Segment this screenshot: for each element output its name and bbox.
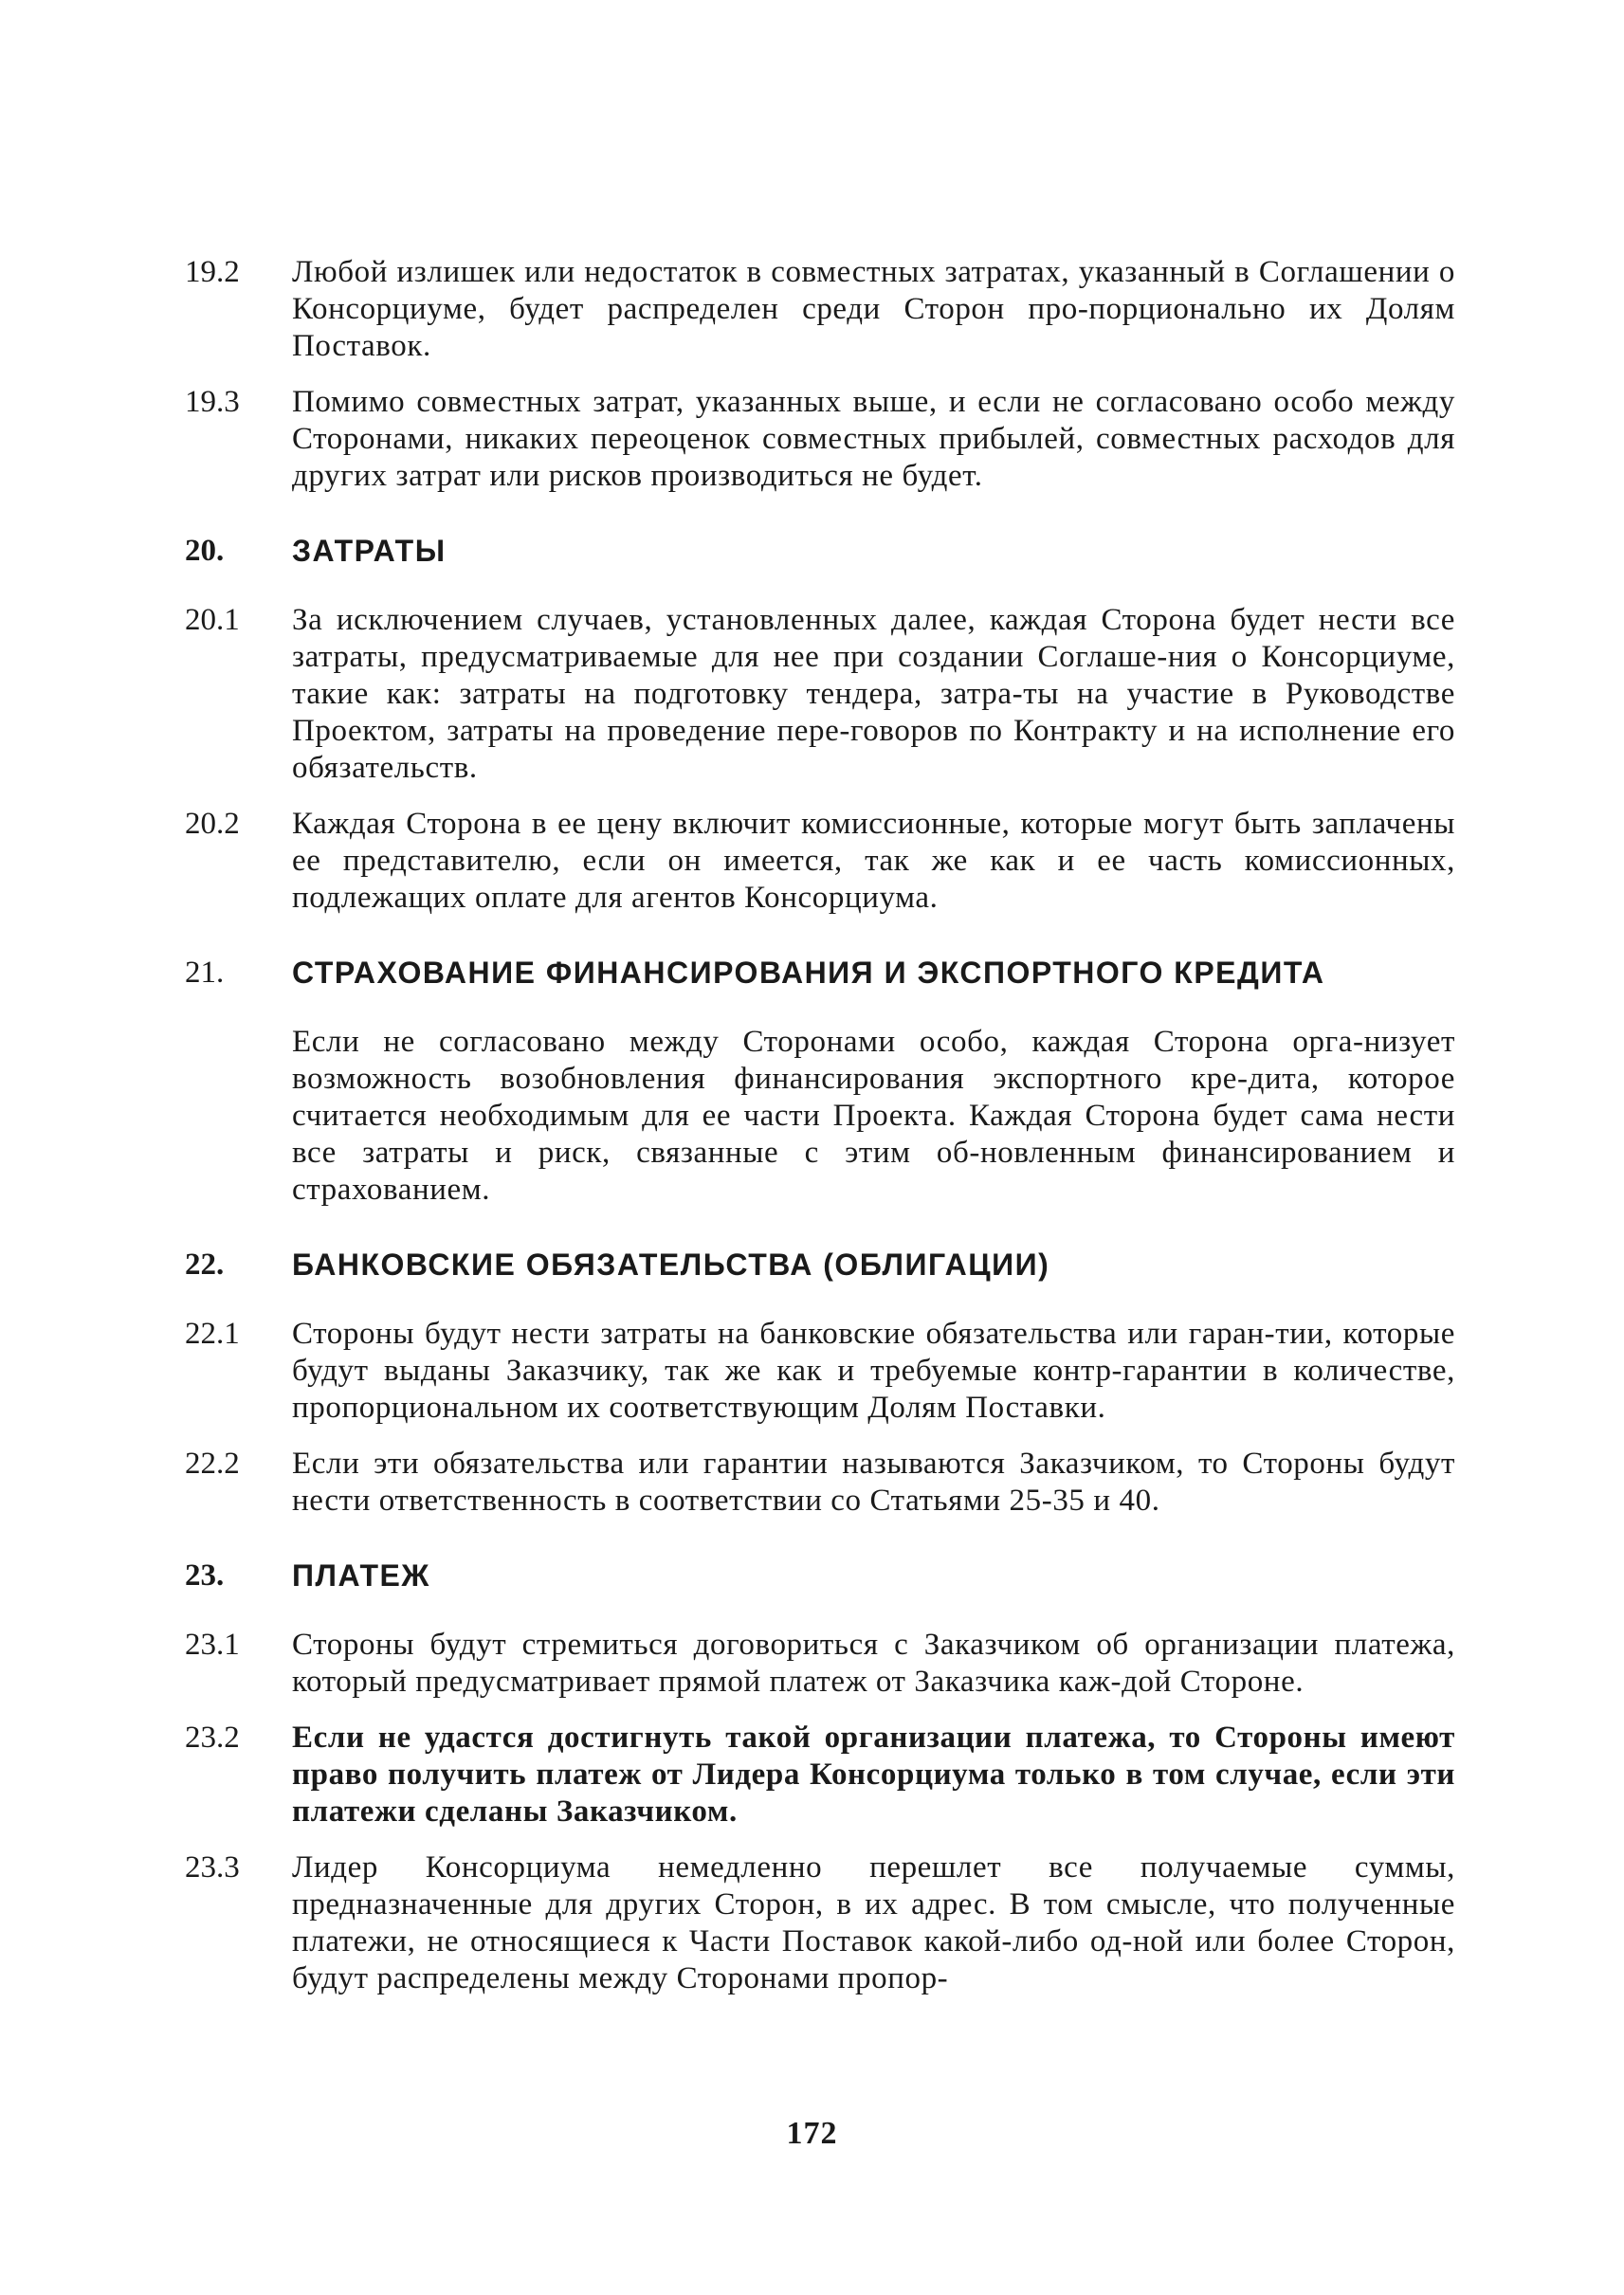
clause-22-1 (185, 1316, 1455, 1427)
section-21-paragraph (185, 1024, 1455, 1209)
clause-text: Каждая Сторона в ее цену включит комиссионные, которые могут быть заплачены ее представителю, если он имеется, так же как и ее часть комиссионных, подлежащих оплате для агентов Консорциума. (292, 807, 1455, 915)
clause-19-2 (185, 254, 1455, 365)
clause-number: 22.1 (185, 1317, 240, 1351)
section-title: СТРАХОВАНИЕ ФИНАНСИРОВАНИЯ И ЭКСПОРТНОГО КРЕДИТА (292, 956, 1325, 990)
clause-number: 23.2 (185, 1721, 240, 1755)
clause-number: 19.3 (185, 385, 240, 419)
clause-text: Если не согласовано между Сторонами особо, каждая Сторона орга-низует возможность возобновления финансирования экспортного кре-дита, которое считается необходимым для ее части Проекта. Каждая Сторона будет сама нести все затраты и риск, связанные с этим об-новленным финансированием и страхованием. (292, 1025, 1455, 1207)
clause-text: Если не удастся достигнуть такой организации платежа, то Стороны имеют право получить платеж от Лидера Консорциума только в том случае, если эти платежи сделаны Заказчиком. (292, 1721, 1455, 1829)
clause-number: 20.1 (185, 603, 240, 637)
section-number: 22. (185, 1248, 225, 1282)
clause-text: За исключением случаев, установленных далее, каждая Сторона будет нести все затраты, предусматриваемые для нее при создании Соглаше-ния о Консорциуме, такие как: затраты на подготовку тендера, затра-ты на участие в Руководстве Проектом, затраты на проведение пере-говоров по Контракту и на исполнение его обязательств. (292, 603, 1455, 785)
section-number: 23. (185, 1558, 225, 1593)
clause-19-3 (185, 384, 1455, 495)
section-number: 20. (185, 534, 225, 568)
clause-number: 22.2 (185, 1447, 240, 1481)
section-heading-22 (185, 1247, 1455, 1284)
clause-text: Стороны будут нести затраты на банковские обязательства или гаран-тии, которые будут выданы Заказчику, так же как и требуемые контр-гарантии в количестве, пропорциональном их соответствующим Долям Поставки. (292, 1317, 1455, 1425)
clause-23-2 (185, 1720, 1455, 1831)
section-title: ПЛАТЕЖ (292, 1558, 430, 1593)
page-number: 172 (786, 2116, 838, 2151)
clause-20-1 (185, 602, 1455, 787)
clause-text: Стороны будут стремиться договориться с Заказчиком об организации платежа, который предусматривает прямой платеж от Заказчика каж-дой Стороне. (292, 1628, 1455, 1699)
clause-22-2 (185, 1446, 1455, 1520)
section-number: 21. (185, 956, 225, 990)
clause-23-1 (185, 1627, 1455, 1701)
clause-text: Любой излишек или недостаток в совместных затратах, указанный в Соглашении о Консорциуме, будет распределен среди Сторон про-порционально их Долям Поставок. (292, 255, 1455, 363)
section-heading-21 (185, 955, 1455, 992)
clause-text: Помимо совместных затрат, указанных выше, и если не согласовано особо между Сторонами, никаких переоценок совместных прибылей, совместных расходов для других затрат или рисков производиться не будет. (292, 385, 1455, 493)
section-title: БАНКОВСКИЕ ОБЯЗАТЕЛЬСТВА (ОБЛИГАЦИИ) (292, 1248, 1050, 1282)
clause-number: 23.3 (185, 1850, 240, 1885)
section-heading-20 (185, 533, 1455, 570)
clause-number: 23.1 (185, 1628, 240, 1662)
clause-20-2 (185, 806, 1455, 917)
clause-number: 20.2 (185, 807, 240, 841)
page-content (185, 254, 1455, 2016)
clause-number: 19.2 (185, 255, 240, 289)
section-title: ЗАТРАТЫ (292, 534, 447, 568)
clause-text: Если эти обязательства или гарантии называются Заказчиком, то Стороны будут нести ответственность в соответствии со Статьями 25-35 и 40. (292, 1447, 1455, 1518)
clause-23-3 (185, 1849, 1455, 1997)
clause-text: Лидер Консорциума немедленно перешлет все получаемые суммы, предназначенные для других Сторон, в их адрес. В том смысле, что полученные платежи, не относящиеся к Части Поставок какой-либо од-ной или более Сторон, будут распределены между Сторонами пропор- (292, 1850, 1455, 1995)
section-heading-23 (185, 1557, 1455, 1594)
